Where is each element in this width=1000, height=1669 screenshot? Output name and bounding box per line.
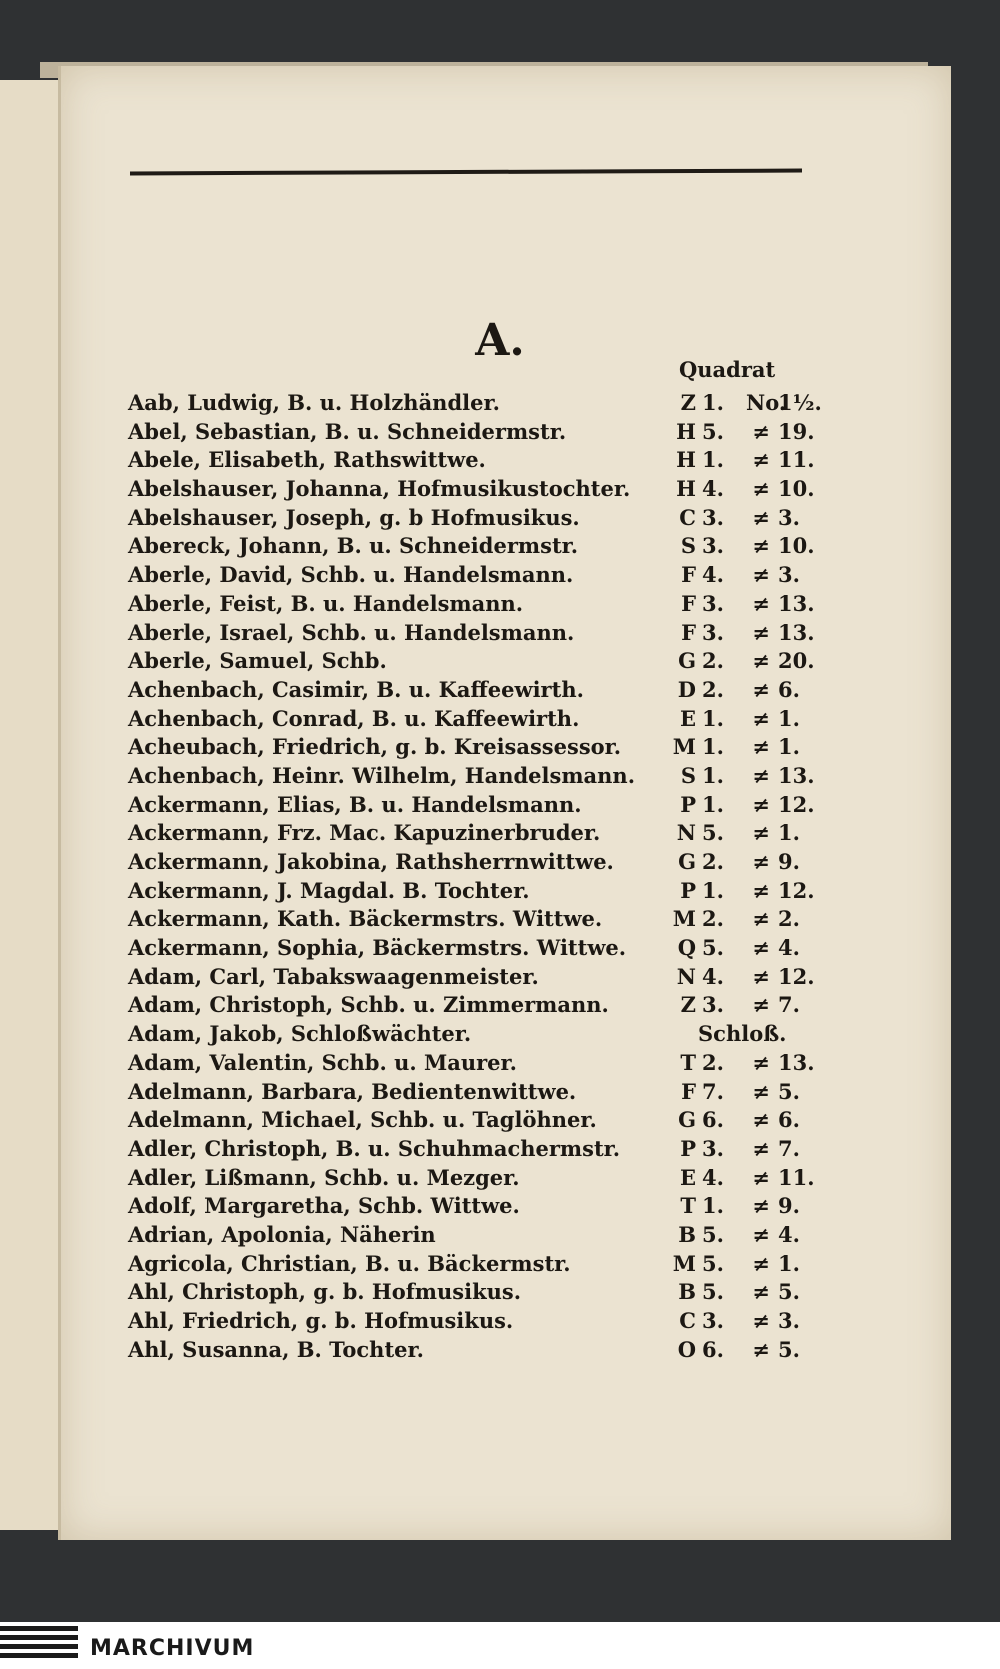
directory-entry bbox=[128, 906, 828, 935]
entry-separator: ≠ bbox=[752, 676, 770, 702]
entry-house-number: 1. bbox=[778, 820, 800, 846]
entry-quadrat: N bbox=[676, 820, 696, 846]
entry-separator: ≠ bbox=[752, 1308, 770, 1333]
directory-entry bbox=[128, 1308, 828, 1337]
entry-quadrat-number: 3. bbox=[702, 533, 724, 559]
entry-name: Achenbach, Conrad, B. u. Kaffeewirth. bbox=[128, 705, 580, 731]
entry-house-number: 3. bbox=[778, 504, 800, 530]
entry-name: Ackermann, Frz. Mac. Kapuzinerbruder. bbox=[128, 820, 601, 846]
entry-separator: ≠ bbox=[752, 1107, 770, 1133]
entry-quadrat: H bbox=[676, 418, 696, 444]
entry-separator: ≠ bbox=[752, 504, 770, 530]
entry-name: Aberle, Samuel, Schb. bbox=[128, 648, 387, 674]
entry-name: Abereck, Johann, B. u. Schneidermstr. bbox=[128, 533, 579, 559]
entry-quadrat: Z bbox=[680, 390, 696, 415]
marchivum-logo-icon bbox=[0, 1626, 78, 1666]
entry-separator: ≠ bbox=[752, 906, 770, 932]
directory-entry bbox=[128, 419, 828, 448]
entry-house-number: 1. bbox=[778, 705, 800, 731]
entry-separator: ≠ bbox=[752, 1135, 770, 1161]
entry-quadrat: F bbox=[681, 619, 696, 645]
entry-house-number: 10. bbox=[778, 533, 815, 559]
entry-separator: ≠ bbox=[752, 562, 770, 588]
entry-name: Aberle, David, Schb. u. Handelsmann. bbox=[128, 562, 574, 588]
entry-quadrat: P bbox=[680, 791, 696, 817]
entry-name: Agricola, Christian, B. u. Bäckermstr. bbox=[128, 1250, 571, 1276]
entry-name: Acheubach, Friedrich, g. b. Kreisassessor. bbox=[128, 734, 622, 760]
directory-entry bbox=[128, 562, 828, 591]
directory-entry bbox=[128, 1136, 828, 1165]
directory-entry bbox=[128, 964, 828, 993]
entry-quadrat: F bbox=[681, 562, 696, 588]
entry-house-number: 13. bbox=[778, 762, 815, 788]
entry-name: Adam, Christoph, Schb. u. Zimmermann. bbox=[128, 992, 609, 1018]
directory-entry bbox=[128, 620, 828, 649]
entry-quadrat-number: 2. bbox=[702, 1049, 724, 1075]
section-heading: A. bbox=[475, 315, 525, 366]
directory-entry bbox=[128, 878, 828, 907]
entry-quadrat: O bbox=[677, 1336, 696, 1362]
entry-quadrat: F bbox=[681, 1078, 696, 1104]
entry-house-number: 6. bbox=[778, 676, 800, 702]
entry-separator: ≠ bbox=[752, 648, 770, 674]
entry-quadrat-number: 3. bbox=[702, 619, 724, 645]
entry-quadrat-number: 2. bbox=[702, 906, 724, 932]
entry-house-number: 19. bbox=[778, 418, 815, 444]
entry-quadrat-number: 3. bbox=[702, 590, 724, 616]
entry-quadrat: T bbox=[680, 1049, 696, 1075]
directory-entry bbox=[128, 734, 828, 763]
entry-quadrat: B bbox=[678, 1279, 696, 1305]
entry-house-number: 9. bbox=[778, 849, 800, 874]
entry-separator: ≠ bbox=[752, 1250, 770, 1276]
entry-quadrat-number: 4. bbox=[702, 1164, 724, 1190]
entry-quadrat-number: 1. bbox=[702, 791, 724, 817]
directory-entry bbox=[128, 591, 828, 620]
entry-house-number: 1. bbox=[778, 1250, 800, 1276]
entry-quadrat: E bbox=[679, 705, 696, 731]
entry-quadrat-number: 6. bbox=[702, 1107, 724, 1133]
entry-name: Achenbach, Casimir, B. u. Kaffeewirth. bbox=[128, 676, 584, 702]
directory-entry bbox=[128, 533, 828, 562]
entry-house-number: 13. bbox=[778, 619, 815, 645]
directory-entry bbox=[128, 390, 828, 419]
entry-quadrat: Z bbox=[680, 992, 696, 1018]
entry-house-number: 10. bbox=[778, 476, 815, 502]
entry-name: Adam, Valentin, Schb. u. Maurer. bbox=[128, 1049, 517, 1075]
entry-name: Achenbach, Heinr. Wilhelm, Handelsmann. bbox=[128, 762, 636, 788]
entry-name: Adam, Jakob, Schloßwächter. bbox=[128, 1021, 472, 1047]
directory-entry bbox=[128, 1021, 828, 1050]
entry-house-number: 1. bbox=[778, 734, 800, 760]
entry-separator: ≠ bbox=[752, 992, 770, 1018]
entry-quadrat: G bbox=[678, 648, 696, 674]
entry-quadrat: P bbox=[680, 877, 696, 903]
entry-quadrat: S bbox=[680, 762, 696, 788]
entry-name: Ackermann, Kath. Bäckermstrs. Wittwe. bbox=[128, 906, 603, 932]
entry-name: Abel, Sebastian, B. u. Schneidermstr. bbox=[128, 418, 567, 444]
entry-house-number: 13. bbox=[778, 1049, 815, 1075]
footer-logo-text: MARCHIVUM bbox=[90, 1636, 255, 1661]
entry-quadrat: F bbox=[681, 590, 696, 616]
entry-house-number: 5. bbox=[778, 1279, 800, 1305]
entry-quadrat-number: 2. bbox=[702, 849, 724, 874]
directory-entry bbox=[128, 505, 828, 534]
entry-quadrat-number: 1. bbox=[702, 877, 724, 903]
entry-house-number: 6. bbox=[778, 1107, 800, 1133]
directory-entry bbox=[128, 476, 828, 505]
footer-bar bbox=[0, 1622, 1000, 1669]
entry-quadrat-number: 5. bbox=[702, 1279, 724, 1305]
directory-entry bbox=[128, 1079, 828, 1108]
entry-name: Ahl, Christoph, g. b. Hofmusikus. bbox=[128, 1279, 522, 1305]
entry-house-number: 12. bbox=[778, 877, 815, 903]
entry-house-number: 5. bbox=[778, 1336, 800, 1362]
directory-entry bbox=[128, 706, 828, 735]
directory-entry bbox=[128, 1050, 828, 1079]
entry-separator: ≠ bbox=[752, 762, 770, 788]
entry-quadrat-number: 4. bbox=[702, 963, 724, 989]
entry-separator: ≠ bbox=[752, 820, 770, 846]
entry-quadrat: S bbox=[680, 533, 696, 559]
entry-quadrat: M bbox=[672, 1250, 696, 1276]
entry-house-number: 9. bbox=[778, 1193, 800, 1219]
entry-name: Abelshauser, Johanna, Hofmusikustochter. bbox=[128, 476, 631, 502]
directory-entry bbox=[128, 1193, 828, 1222]
entry-house-number: 11. bbox=[778, 1164, 815, 1190]
entry-name: Adam, Carl, Tabakswaagenmeister. bbox=[128, 963, 539, 989]
entry-name: Adelmann, Michael, Schb. u. Taglöhner. bbox=[128, 1107, 597, 1133]
entry-name: Adolf, Margaretha, Schb. Wittwe. bbox=[128, 1193, 520, 1219]
entry-quadrat-number: 2. bbox=[702, 676, 724, 702]
entry-name: Adelmann, Barbara, Bedientenwittwe. bbox=[128, 1078, 577, 1104]
entry-house-number: 3. bbox=[778, 1308, 800, 1333]
directory-entry bbox=[128, 447, 828, 476]
entry-quadrat-number: 1. bbox=[702, 734, 724, 760]
entry-name: Aberle, Feist, B. u. Handelsmann. bbox=[128, 590, 524, 616]
entry-quadrat-number: 4. bbox=[702, 476, 724, 502]
entry-quadrat-number: 1. bbox=[702, 762, 724, 788]
entry-quadrat-number: 5. bbox=[702, 1250, 724, 1276]
entry-separator: ≠ bbox=[752, 1049, 770, 1075]
directory-entry bbox=[128, 1107, 828, 1136]
entry-quadrat-number: 6. bbox=[702, 1336, 724, 1362]
entry-separator: ≠ bbox=[752, 1221, 770, 1247]
directory-entry bbox=[128, 1337, 828, 1366]
entry-quadrat: C bbox=[679, 1308, 696, 1333]
entry-quadrat-number: 1. bbox=[702, 447, 724, 473]
entry-separator: ≠ bbox=[752, 476, 770, 502]
entry-separator: ≠ bbox=[752, 590, 770, 616]
entry-separator: ≠ bbox=[752, 935, 770, 961]
entry-house-number: 20. bbox=[778, 648, 815, 674]
entry-separator: ≠ bbox=[752, 619, 770, 645]
entry-separator: ≠ bbox=[752, 1164, 770, 1190]
entry-house-number: 12. bbox=[778, 791, 815, 817]
entry-quadrat: G bbox=[678, 1107, 696, 1133]
entry-name: Ackermann, Sophia, Bäckermstrs. Wittwe. bbox=[128, 935, 627, 961]
entry-house-number: 4. bbox=[778, 935, 800, 961]
entry-name: Ahl, Friedrich, g. b. Hofmusikus. bbox=[128, 1308, 514, 1333]
entry-name: Ahl, Susanna, B. Tochter. bbox=[128, 1336, 424, 1362]
entry-name: Abelshauser, Joseph, g. b Hofmusikus. bbox=[128, 504, 580, 530]
entry-separator: ≠ bbox=[752, 418, 770, 444]
directory-entry bbox=[128, 935, 828, 964]
directory-entry bbox=[128, 1251, 828, 1280]
entry-name: Adler, Christoph, B. u. Schuhmachermstr. bbox=[128, 1135, 621, 1161]
entry-quadrat: Q bbox=[677, 935, 696, 961]
entry-quadrat-number: 1. bbox=[702, 390, 724, 415]
entry-quadrat: M bbox=[672, 734, 696, 760]
entry-quadrat: E bbox=[679, 1164, 696, 1190]
entry-location: Schloß. bbox=[698, 1021, 787, 1047]
directory-entries bbox=[128, 390, 828, 1365]
entry-quadrat: N bbox=[676, 963, 696, 989]
entry-house-number: 7. bbox=[778, 992, 800, 1018]
directory-entry bbox=[128, 792, 828, 821]
entry-quadrat-number: 4. bbox=[702, 562, 724, 588]
directory-entry bbox=[128, 1222, 828, 1251]
entry-house-number: 12. bbox=[778, 963, 815, 989]
entry-quadrat-number: 5. bbox=[702, 935, 724, 961]
entry-quadrat: P bbox=[680, 1135, 696, 1161]
entry-house-number: 11. bbox=[778, 447, 815, 473]
entry-quadrat: D bbox=[677, 676, 696, 702]
entry-quadrat: C bbox=[679, 504, 696, 530]
entry-quadrat-number: 2. bbox=[702, 648, 724, 674]
directory-entry bbox=[128, 1279, 828, 1308]
entry-name: Adler, Lißmann, Schb. u. Mezger. bbox=[128, 1164, 520, 1190]
entry-quadrat-number: 3. bbox=[702, 1308, 724, 1333]
entry-separator: ≠ bbox=[752, 877, 770, 903]
entry-separator: ≠ bbox=[752, 734, 770, 760]
entry-house-number: 13. bbox=[778, 590, 815, 616]
entry-separator: ≠ bbox=[752, 963, 770, 989]
entry-quadrat: H bbox=[676, 447, 696, 473]
entry-name: Adrian, Apolonia, Näherin bbox=[128, 1221, 436, 1247]
entry-name: Aab, Ludwig, B. u. Holzhändler. bbox=[128, 390, 500, 415]
entry-name: Ackermann, Elias, B. u. Handelsmann. bbox=[128, 791, 582, 817]
entry-quadrat-number: 3. bbox=[702, 504, 724, 530]
entry-separator: ≠ bbox=[752, 1336, 770, 1362]
entry-house-number: 4. bbox=[778, 1221, 800, 1247]
entry-quadrat: H bbox=[676, 476, 696, 502]
entry-quadrat: B bbox=[678, 1221, 696, 1247]
entry-separator: ≠ bbox=[752, 533, 770, 559]
entry-quadrat-number: 1. bbox=[702, 1193, 724, 1219]
entry-name: Ackermann, J. Magdal. B. Tochter. bbox=[128, 877, 530, 903]
directory-entry bbox=[128, 648, 828, 677]
entry-house-number: 7. bbox=[778, 1135, 800, 1161]
entry-quadrat-number: 5. bbox=[702, 1221, 724, 1247]
entry-house-number: 1½. bbox=[778, 390, 822, 415]
entry-quadrat-number: 3. bbox=[702, 1135, 724, 1161]
entry-name: Abele, Elisabeth, Rathswittwe. bbox=[128, 447, 486, 473]
entry-house-number: 3. bbox=[778, 562, 800, 588]
directory-entry bbox=[128, 763, 828, 792]
entry-name: Aberle, Israel, Schb. u. Handelsmann. bbox=[128, 619, 575, 645]
directory-entry bbox=[128, 820, 828, 849]
entry-separator: ≠ bbox=[752, 1279, 770, 1305]
directory-entry bbox=[128, 1165, 828, 1194]
entry-quadrat: G bbox=[678, 849, 696, 874]
directory-entry bbox=[128, 677, 828, 706]
entry-separator: ≠ bbox=[752, 705, 770, 731]
entry-house-number: 2. bbox=[778, 906, 800, 932]
column-header-quadrat: Quadrat bbox=[679, 357, 776, 382]
entry-separator: ≠ bbox=[752, 849, 770, 874]
entry-quadrat-number: 3. bbox=[702, 992, 724, 1018]
entry-quadrat: T bbox=[680, 1193, 696, 1219]
entry-separator: ≠ bbox=[752, 1078, 770, 1104]
entry-quadrat-number: 1. bbox=[702, 705, 724, 731]
directory-entry bbox=[128, 992, 828, 1021]
directory-entry bbox=[128, 849, 828, 878]
entry-separator: ≠ bbox=[752, 447, 770, 473]
entry-separator: ≠ bbox=[752, 791, 770, 817]
entry-house-number: 5. bbox=[778, 1078, 800, 1104]
entry-quadrat: M bbox=[672, 906, 696, 932]
entry-quadrat-number: 5. bbox=[702, 418, 724, 444]
entry-quadrat-number: 7. bbox=[702, 1078, 724, 1104]
entry-quadrat-number: 5. bbox=[702, 820, 724, 846]
entry-separator: No. bbox=[746, 390, 787, 415]
entry-separator: ≠ bbox=[752, 1193, 770, 1219]
entry-name: Ackermann, Jakobina, Rathsherrnwittwe. bbox=[128, 849, 614, 874]
